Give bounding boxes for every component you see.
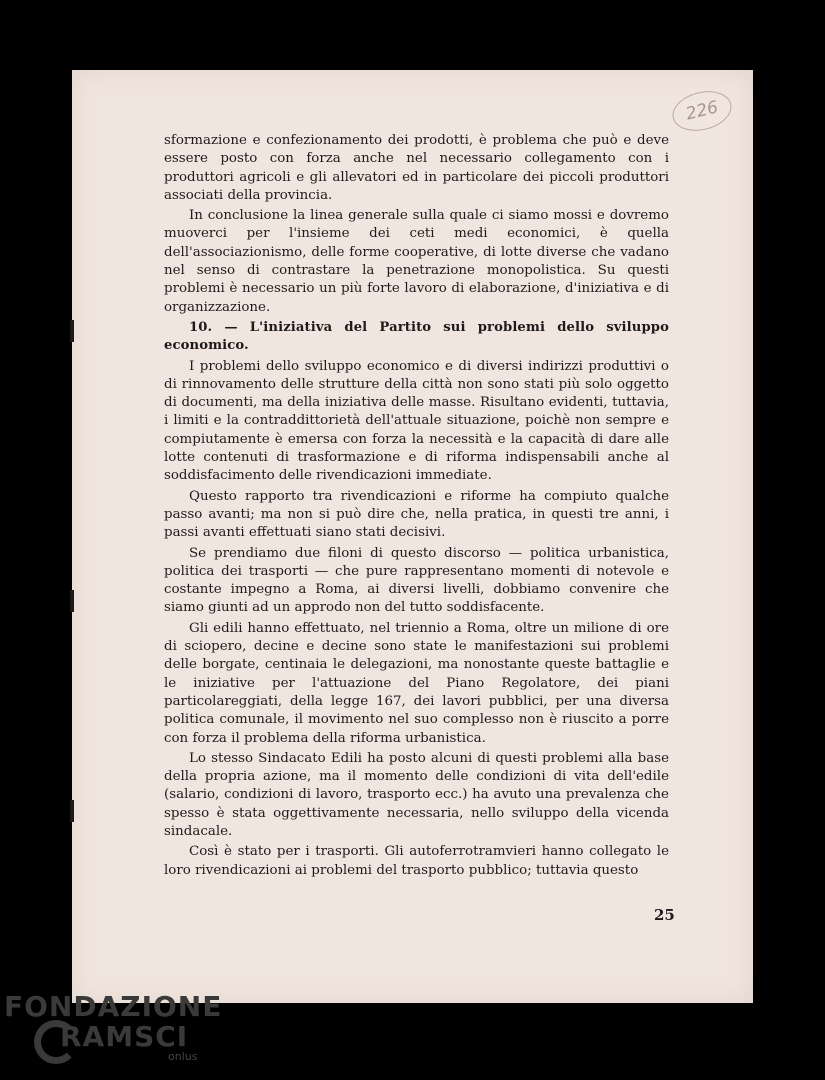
paragraph: Così è stato per i trasporti. Gli autoferrotramvieri hanno collegato le loro rivendicazioni ai problemi del trasporto pubblico; tuttavia questo — [164, 844, 669, 878]
binding-holes — [70, 70, 76, 1003]
section-heading: 10. — L'iniziativa del Partito sui problemi dello sviluppo economico. — [164, 319, 669, 354]
watermark-line-1: FONDAZIONE — [4, 990, 223, 1023]
paragraph: sformazione e confezionamento dei prodotti, è problema che può e deve essere posto con forza anche nel necessario collegamento con i produttori agricoli e gli allevatori ed in particolare dei piccoli produttori associati della provincia. — [164, 133, 669, 203]
document-page — [72, 70, 753, 1003]
paragraph: Questo rapporto tra rivendicazioni e riforme ha compiuto qualche passo avanti; ma non si può dire che, nella pratica, in questi tre anni, i passi avanti effettuati siano stati decisivi. — [164, 488, 669, 541]
archive-stamp: 226 — [668, 85, 735, 136]
paragraph: Gli edili hanno effettuato, nel triennio a Roma, oltre un milione di ore di sciopero, decine e decine sono state le manifestazioni sui problemi delle borgate, centinaia le delegazioni, ma nonostante queste battaglie e le iniziative per l'attuazione del Piano Regolatore, dei piani particolareggiati, della legge 167, dei lavori pubblici, per una diversa politica comunale, il movimento nel suo complesso non è riuscito a porre con forza il problema della riforma urbanistica. — [164, 620, 669, 746]
page-number: 25 — [654, 906, 675, 924]
paragraph: Se prendiamo due filoni di questo discorso — politica urbanistica, politica dei trasporti — che pure rappresentano momenti di notevole e costante impegno a Roma, ai diversi livelli, dobbiamo convenire che siamo giunti ad un approdo non del tutto soddisfacente. — [164, 545, 669, 616]
watermark-logo — [4, 990, 223, 1080]
paragraph: I problemi dello sviluppo economico e di diversi indirizzi produttivi o di rinnovamento delle strutture della città non sono stati più solo oggetto di documenti, ma della iniziativa delle masse. Risultano evidenti, tuttavia, i limiti e la contraddittorietà dell'attuale situazione, poichè non sempre e compiutamente è emersa con forza la necessità e la capacità di dare alle lotte contenuti di trasformazione e di riforma indispensabili anche al soddisfacimento delle rivendicazioni immediate. — [164, 358, 669, 484]
paragraph: Lo stesso Sindacato Edili ha posto alcuni di questi problemi alla base della propria azione, ma il momento delle condizioni di vita dell'edile (salario, condizioni di lavoro, trasporto ecc.) ha avuto una prevalenza che spesso è stata oggettivamente necessaria, nello sviluppo della vicenda sindacale. — [164, 750, 669, 839]
body-text — [164, 132, 669, 882]
watermark-line-3: onlus — [168, 1050, 198, 1063]
paragraph: In conclusione la linea generale sulla quale ci siamo mossi e dovremo muoverci per l'insieme dei ceti medi economici, è quella dell'associazionismo, delle forme cooperative, di lotte diverse che vadano nel senso di contrastare la penetrazione monopolistica. Su questi problemi è necessario un più forte lavoro di elaborazione, d'iniziativa e di organizzazione. — [164, 208, 669, 315]
watermark-line-2: RAMSCI — [60, 1020, 189, 1053]
